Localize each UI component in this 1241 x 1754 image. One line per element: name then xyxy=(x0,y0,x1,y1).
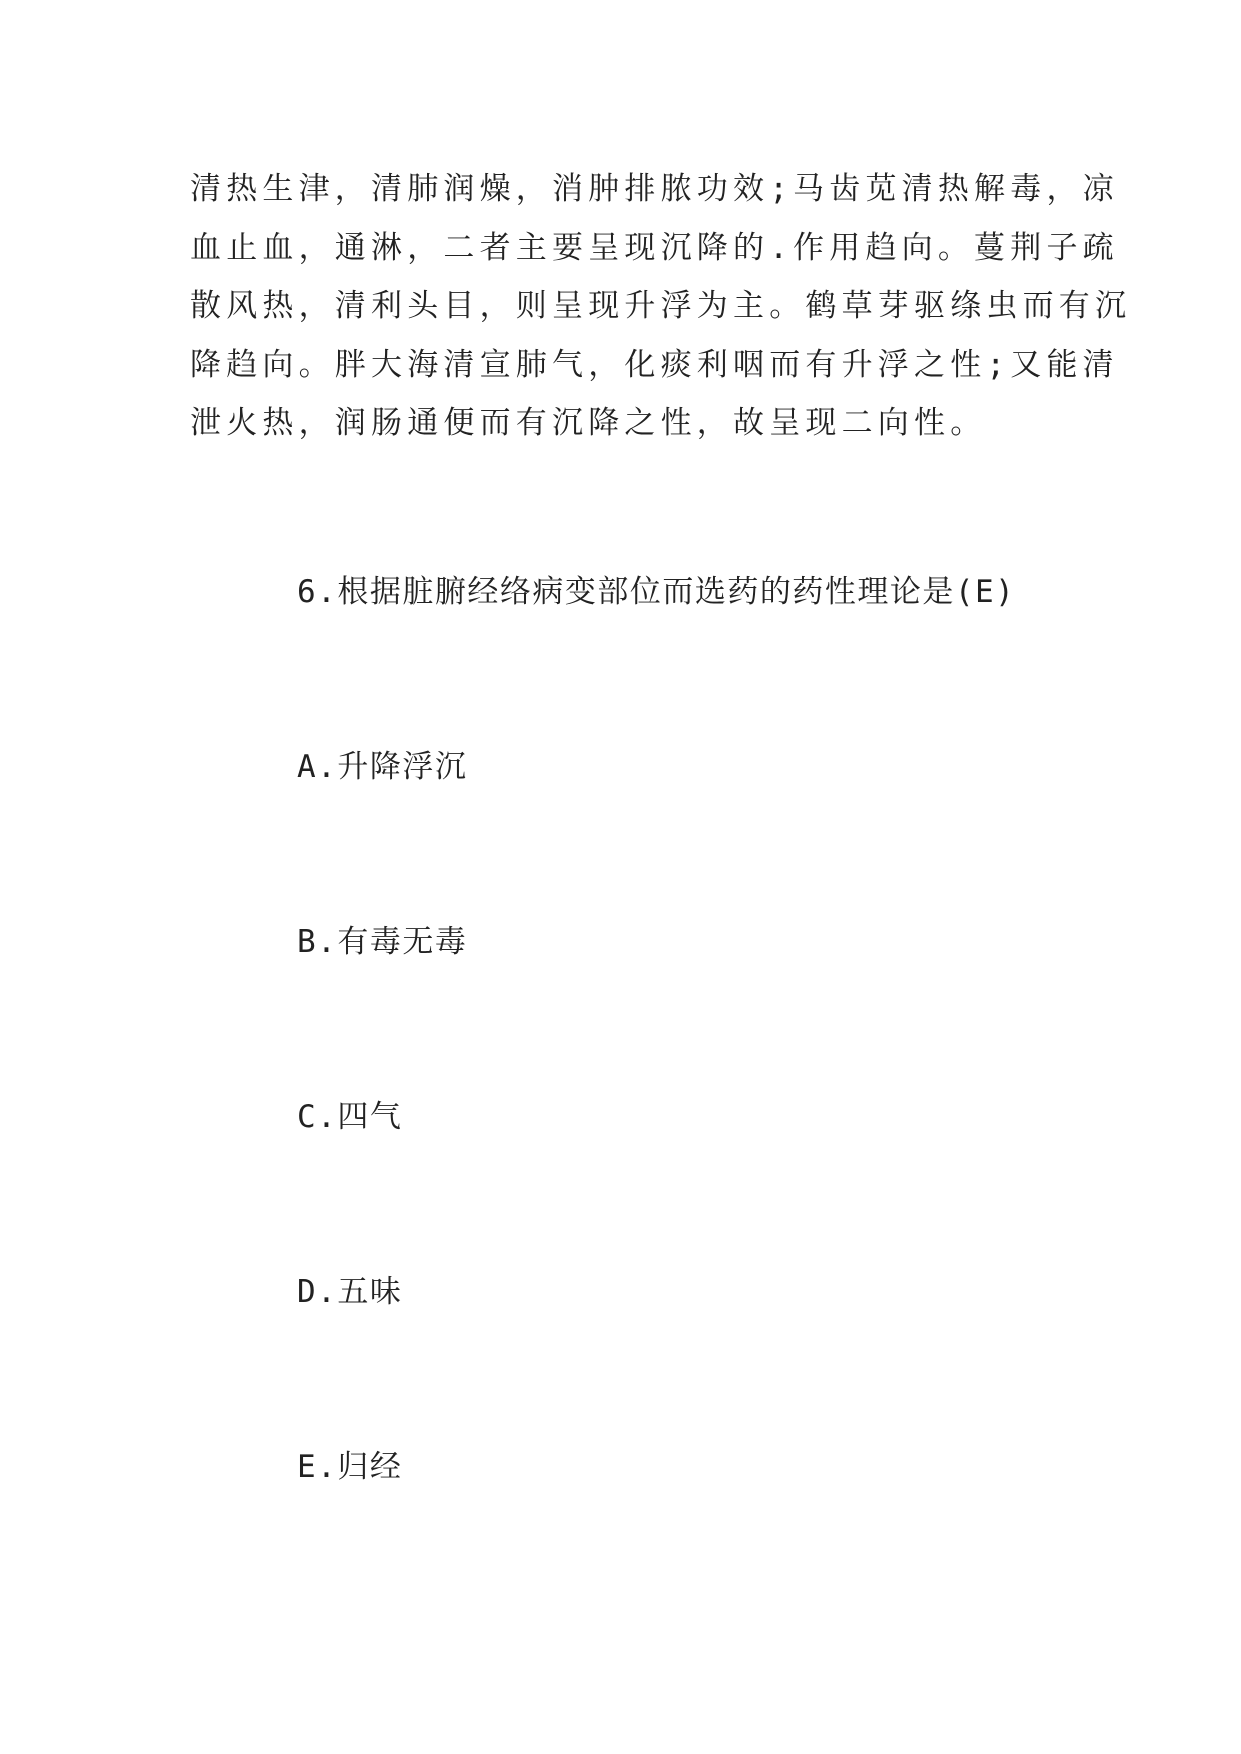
explanation-line: 泄火热，润肠通便而有沉降之性，故呈现二向性。 xyxy=(190,405,987,441)
option-c: C.四气 xyxy=(297,1099,403,1135)
explanation-paragraph xyxy=(190,160,1132,453)
explanation-line: 降趋向。胖大海清宣肺气，化痰利咽而有升浮之性;又能清 xyxy=(190,346,1119,383)
option-d: D.五味 xyxy=(297,1274,403,1310)
option-e: E.归经 xyxy=(297,1449,403,1485)
option-a: A.升降浮沉 xyxy=(297,749,468,785)
option-b: B.有毒无毒 xyxy=(297,924,468,960)
explanation-line: 散风热，清利头目，则呈现升浮为主。鹤草芽驱绦虫而有沉 xyxy=(190,288,1132,324)
explanation-line: 血止血，通淋，二者主要呈现沉降的.作用趋向。蔓荆子疏 xyxy=(190,229,1119,266)
question-text: 6.根据脏腑经络病变部位而选药的药性理论是(E) xyxy=(297,574,1016,610)
explanation-line: 清热生津，清肺润燥，消肿排脓功效;马齿苋清热解毒，凉 xyxy=(190,171,1119,207)
